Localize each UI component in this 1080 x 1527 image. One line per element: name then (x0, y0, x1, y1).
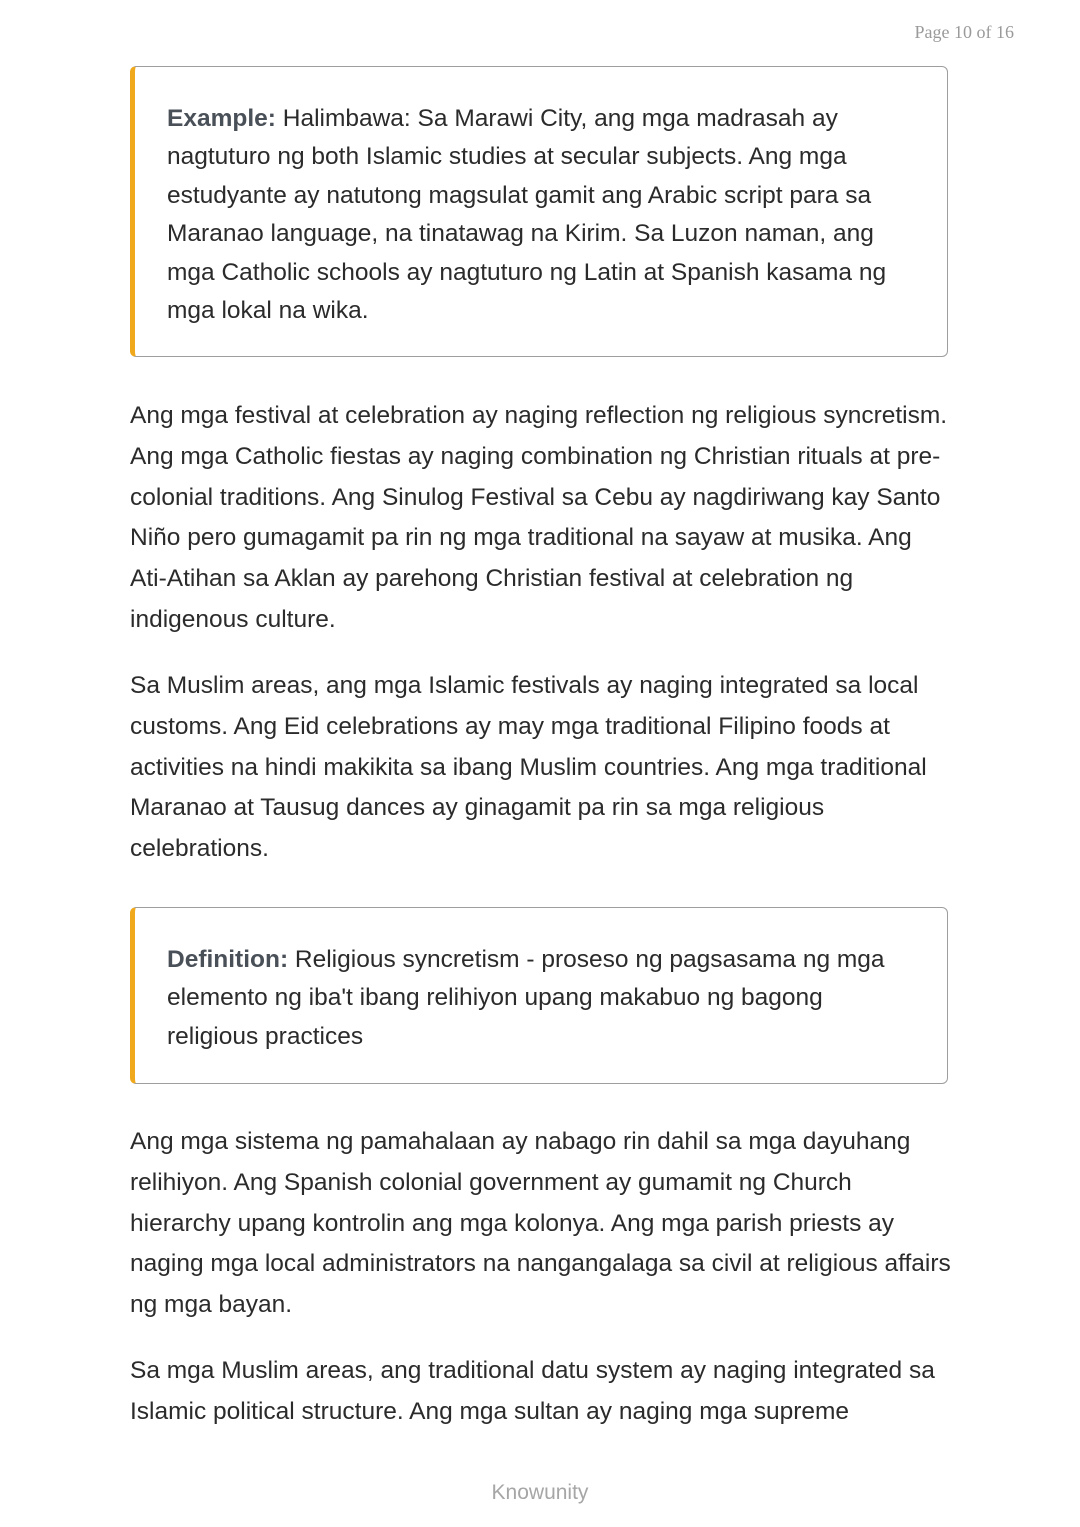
definition-text: Religious syncretism - proseso ng pagsasama ng mga elemento ng iba't ibang relihiyon upang makabuo ng bagong religious practices (167, 946, 885, 1050)
paragraph-datu-system: Sa mga Muslim areas, ang traditional datu system ay naging integrated sa Islamic political structure. Ang mga sultan ay naging mga supreme (130, 1357, 935, 1425)
page-number: Page 10 of 16 (914, 22, 1014, 42)
paragraph-muslim-festivals: Sa Muslim areas, ang mga Islamic festivals ay naging integrated sa local customs. Ang Eid celebrations ay may mga traditional Filipino foods at activities na hindi makikita sa ibang Muslim countries. Ang mga traditional Maranao at Tausug dances ay ginagamit pa rin sa mga religious celebrations. (130, 672, 927, 863)
paragraph-government-systems: Ang mga sistema ng pamahalaan ay nabago rin dahil sa mga dayuhang relihiyon. Ang Spanish colonial government ay gumamit ng Church hierarchy upang kontrolin ang mga kolonya. Ang mga parish priests ay naging mga local administrators na nangangalaga sa civil at religious affairs ng mga bayan. (130, 1128, 951, 1319)
example-label: Example: (167, 105, 283, 132)
definition-label: Definition: (167, 946, 295, 973)
footer-brand: Knowunity (491, 1481, 589, 1504)
paragraph-festivals: Ang mga festival at celebration ay naging reflection ng religious syncretism. Ang mga Catholic fiestas ay naging combination ng Christian rituals at pre-colonial traditions. Ang Sinulog Festival sa Cebu ay nagdiriwang kay Santo Niño pero gumagamit pa rin ng mga traditional na sayaw at musika. Ang Ati-Atihan sa Aklan ay parehong Christian festival at celebration ng indigenous culture. (130, 402, 948, 633)
example-text: Halimbawa: Sa Marawi City, ang mga madrasah ay nagtuturo ng both Islamic studies at secular subjects. Ang mga estudyante ay natutong magsulat gamit ang Arabic script para sa Maranao language, na tinatawag na Kirim. Sa Luzon naman, ang mga Catholic schools ay nagtuturo ng Latin at Spanish kasama ng mga lokal na wika. (167, 105, 887, 325)
example-callout-box (130, 66, 948, 357)
definition-callout-box (130, 907, 948, 1084)
